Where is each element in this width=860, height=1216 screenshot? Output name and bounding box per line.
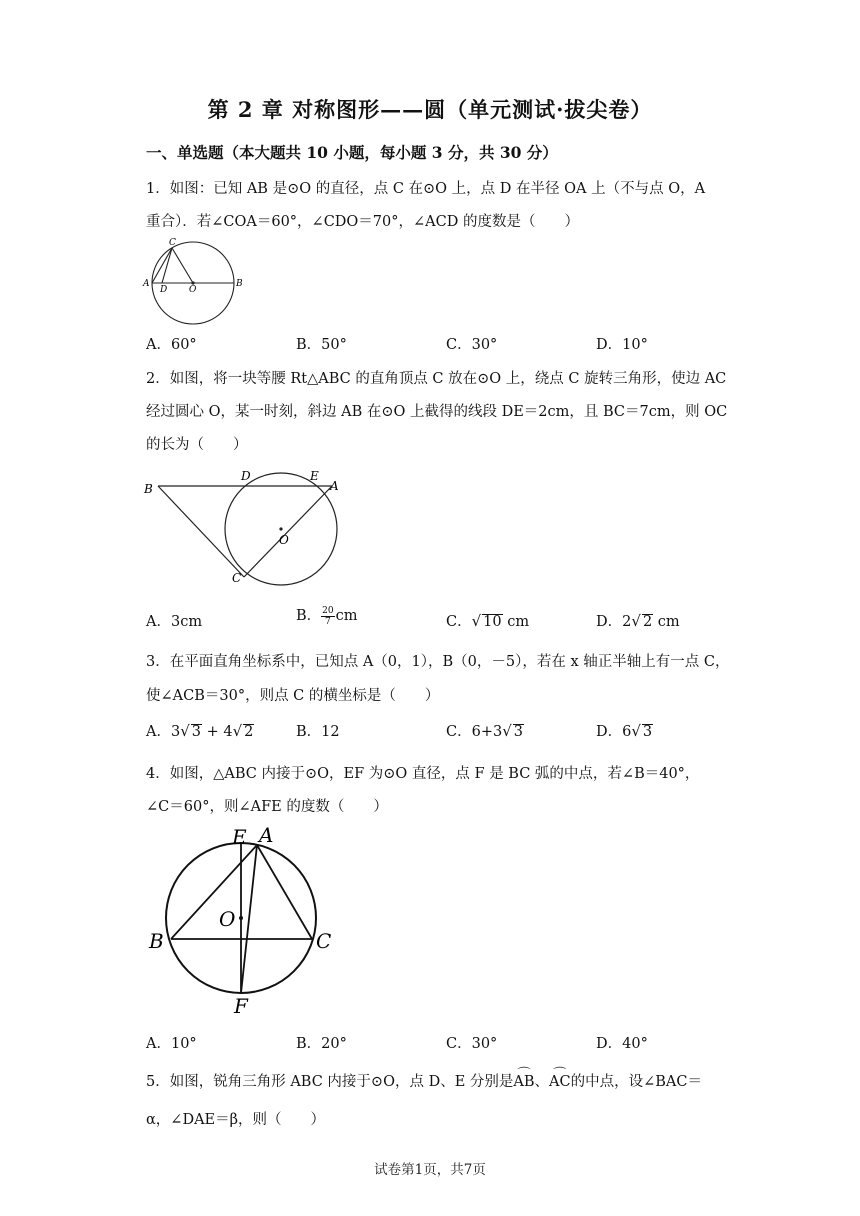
q1-label-c: C: [169, 238, 176, 248]
q4-option-b: B．20°: [296, 1036, 347, 1052]
q1-option-a: A．60°: [146, 337, 197, 353]
q3-line-2: 使∠ACB＝30°，则点 C 的横坐标是（ ）: [146, 688, 440, 704]
q2-label-a: A: [330, 479, 339, 493]
q3-option-c: C．6+3√ 3: [446, 722, 523, 740]
q1-option-c: C．30°: [446, 337, 498, 353]
q2-label-b: B: [144, 482, 153, 496]
q2-option-c: C．√ 10 cm: [446, 612, 530, 630]
q1-line-1: 1．如图：已知 AB 是⊙O 的直径，点 C 在⊙O 上，点 D 在半径 OA 上（不与点 O，A: [146, 181, 706, 197]
q1-option-d: D．10°: [596, 337, 648, 353]
q2-line-3: 的长为（ ）: [146, 437, 248, 453]
q4-option-a: A．10°: [146, 1036, 197, 1052]
q2-option-a: A．3cm: [146, 614, 203, 630]
q1-option-b: B．50°: [296, 337, 347, 353]
q2-label-d: D: [241, 469, 251, 483]
q2-option-b: B． $\frac{20}{7}$ cm: [296, 605, 358, 627]
q4-label-e: E: [232, 825, 247, 849]
q5-arc-ab: ⌒ AB: [513, 1074, 534, 1090]
q4-label-a: A: [259, 823, 274, 847]
q2-label-o: O: [279, 533, 289, 547]
page-footer: 试卷第1页，共7页: [374, 1162, 486, 1178]
q3-option-b: B．12: [296, 724, 340, 740]
q4-label-b: B: [149, 929, 164, 953]
q3-option-a: A．3√ 3 + 4√ 2: [146, 722, 254, 740]
q1-circle-figure: [140, 236, 250, 328]
q1-line-2: 重合）．若∠COA＝60°，∠CDO＝70°，∠ACD 的度数是（ ）: [146, 214, 579, 230]
q5-line-2: α，∠DAE＝β，则（ ）: [146, 1112, 326, 1128]
q1-label-a: A: [143, 279, 150, 289]
section-heading: 一、单选题（本大题共 10 小题，每小题 3 分，共 30 分）: [146, 143, 558, 162]
q2-line-1: 2．如图，将一块等腰 Rt△ABC 的直角顶点 C 放在⊙O 上，绕点 C 旋转三角形，使边 AC: [146, 371, 727, 387]
q2-fraction: $\frac{20}{7}$: [322, 605, 334, 627]
q1-label-b: B: [236, 279, 243, 289]
q1-label-d: D: [160, 285, 168, 295]
q4-inscribed-triangle-figure: [140, 820, 340, 1020]
q4-line-1: 4．如图，△ABC 内接于⊙O，EF 为⊙O 直径，点 F 是 BC 弧的中点，若∠B＝40°，: [146, 766, 700, 782]
q2-line-2: 经过圆心 O，某一时刻，斜边 AB 在⊙O 上截得的线段 DE＝2cm，且 BC＝7cm，则 OC: [146, 404, 728, 420]
q3-line-1: 3．在平面直角坐标系中，已知点 A（0，1），B（0，－5），若在 x 轴正半轴上有一点 C，: [146, 654, 730, 670]
q4-option-c: C．30°: [446, 1036, 498, 1052]
q2-label-c: C: [232, 571, 242, 585]
q2-option-d: D．2√ 2 cm: [596, 612, 680, 630]
q4-option-d: D．40°: [596, 1036, 648, 1052]
q2-triangle-circle-figure: [140, 462, 350, 592]
q5-arc-ac: ⌒ AC: [549, 1074, 571, 1090]
q4-label-c: C: [316, 929, 332, 953]
page-title: 第 2 章 对称图形——圆（单元测试·拔尖卷）: [207, 97, 653, 122]
q2-label-e: E: [310, 469, 319, 483]
q4-label-f: F: [234, 994, 248, 1018]
q5-line-1: 5．如图，锐角三角形 ABC 内接于⊙O，点 D、E 分别是⌒ AB、⌒ AC的中点，设∠BAC＝: [146, 1070, 702, 1091]
q3-option-d: D．6√ 3: [596, 722, 653, 740]
q4-line-2: ∠C＝60°，则∠AFE 的度数（ ）: [146, 799, 388, 815]
q4-label-o: O: [219, 907, 236, 931]
q1-label-o: O: [189, 285, 197, 295]
